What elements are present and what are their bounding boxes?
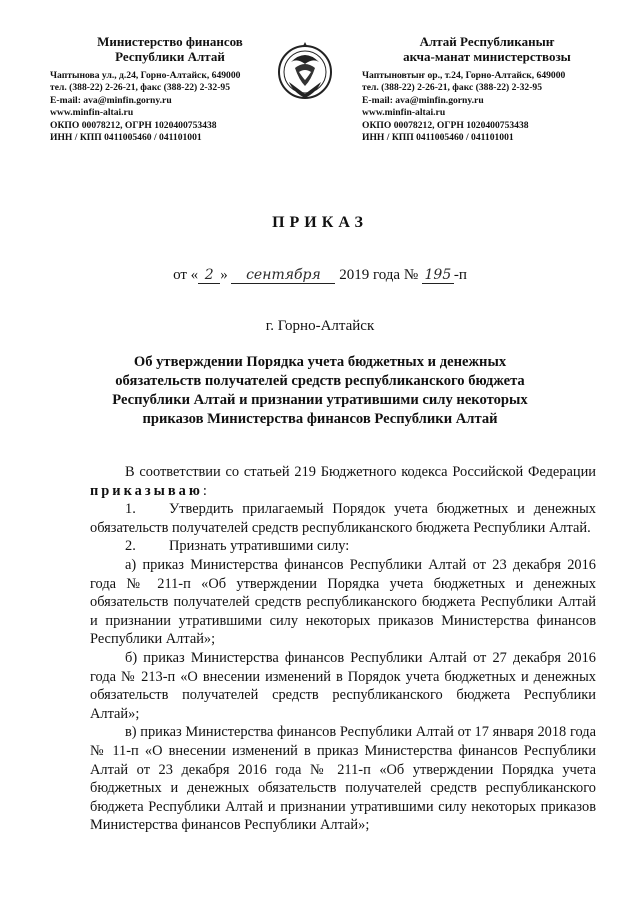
item-1 <box>90 500 596 537</box>
phone-alt: тел. (388-22) 2-26-21, факс (388-22) 2-32-95 <box>362 82 543 94</box>
order-number: 195 <box>422 267 454 284</box>
city: г. Горно-Алтайск <box>265 318 375 334</box>
email-alt: E-mail: ava@minfin.gorny.ru <box>362 94 484 106</box>
number-suffix: -п <box>453 267 467 283</box>
date-mid: » <box>220 267 232 283</box>
order-subject: Об утверждении Порядка учета бюджетных и денежных обязательств получателей средств республиканского бюджета Республики Алтай и признании утратившими силу некоторых приказов Министерства финансов Республики Алтай <box>112 354 528 427</box>
sub-item-v: в) приказ Министерства финансов Республики Алтай от 17 января 2018 года № 11-п «О внесении изменений в приказ Министерства финансов Республики Алтай от 23 декабря 2016 года № 211-п «Об утверждении Порядка учета бюджетных и денежных обязательств получателей средств республиканского бюджета Республики Алтай и признании утратившими силу некоторых приказов Министерства финансов Республики Алтай»; <box>90 724 596 834</box>
date-line <box>0 267 640 284</box>
altai-republic-emblem-icon <box>277 42 333 104</box>
ministry-name-alt-line2: акча-манат министерствозы <box>403 49 571 64</box>
order-word: приказываю <box>90 482 203 499</box>
date-month: сентября <box>231 267 335 284</box>
number-sign: № <box>403 267 422 283</box>
order-body <box>90 463 596 835</box>
inn-kpp: ИНН / КПП 0411005460 / 041101001 <box>50 132 202 144</box>
ministry-name-line1: Министерство финансов <box>97 34 243 49</box>
website: www.minfin-altai.ru <box>50 107 134 119</box>
item-2 <box>90 537 596 556</box>
item-1-number: 1. <box>125 501 136 518</box>
sub-item-b: б) приказ Министерства финансов Республики Алтай от 27 декабря 2016 года № 213-п «О внесении изменений в Порядок учета бюджетных и денежных обязательств получателей средств республиканского бюджета Республики Алтай»; <box>90 649 596 722</box>
website-alt: www.minfin-altai.ru <box>362 107 446 119</box>
email: E-mail: ava@minfin.gorny.ru <box>50 94 172 106</box>
date-year: 2019 года <box>335 267 404 283</box>
address-alt: Чаптыновтыҥ ор., т.24, Горно-Алтайск, 649000 <box>362 70 566 81</box>
document-title: ПРИКАЗ <box>272 214 368 231</box>
inn-kpp-alt: ИНН / КПП 0411005460 / 041101001 <box>362 132 514 144</box>
letterhead-right <box>362 34 612 144</box>
intro-text: В соответствии со статьей 219 Бюджетного кодекса Российской Федерации <box>125 464 596 480</box>
letterhead-left <box>50 34 290 144</box>
intro-paragraph <box>90 463 596 500</box>
date-prefix: от « <box>173 267 199 283</box>
intro-end: : <box>202 482 207 499</box>
item-2-number: 2. <box>125 538 136 555</box>
date-day: 2 <box>198 267 220 284</box>
okpo-ogrn-alt: ОКПО 00078212, ОГРН 1020400753438 <box>362 119 529 131</box>
okpo-ogrn: ОКПО 00078212, ОГРН 1020400753438 <box>50 119 217 131</box>
address: Чаптынова ул., д.24, Горно-Алтайск, 649000 <box>50 70 241 81</box>
sub-item-a: а) приказ Министерства финансов Республики Алтай от 23 декабря 2016 года № 211-п «Об утверждении Порядка учета бюджетных и денежных обязательств получателей средств республиканского бюджета Республики Алтай и признании утратившими силу некоторых приказов Министерства финансов Республики Алтай»; <box>90 556 596 648</box>
item-1-text: Утвердить прилагаемый Порядок учета бюджетных и денежных обязательств получателей средств республиканского бюджета Республики Алтай. <box>90 501 596 536</box>
ministry-name-line2: Республики Алтай <box>115 49 225 64</box>
ministry-name-alt-line1: Алтай Республиканыҥ <box>419 34 555 49</box>
item-2-text: Признать утратившими силу: <box>169 538 350 555</box>
ministry-name-alt <box>362 34 612 64</box>
phone: тел. (388-22) 2-26-21, факс (388-22) 2-32-95 <box>50 82 231 94</box>
ministry-name-ru <box>50 34 290 64</box>
